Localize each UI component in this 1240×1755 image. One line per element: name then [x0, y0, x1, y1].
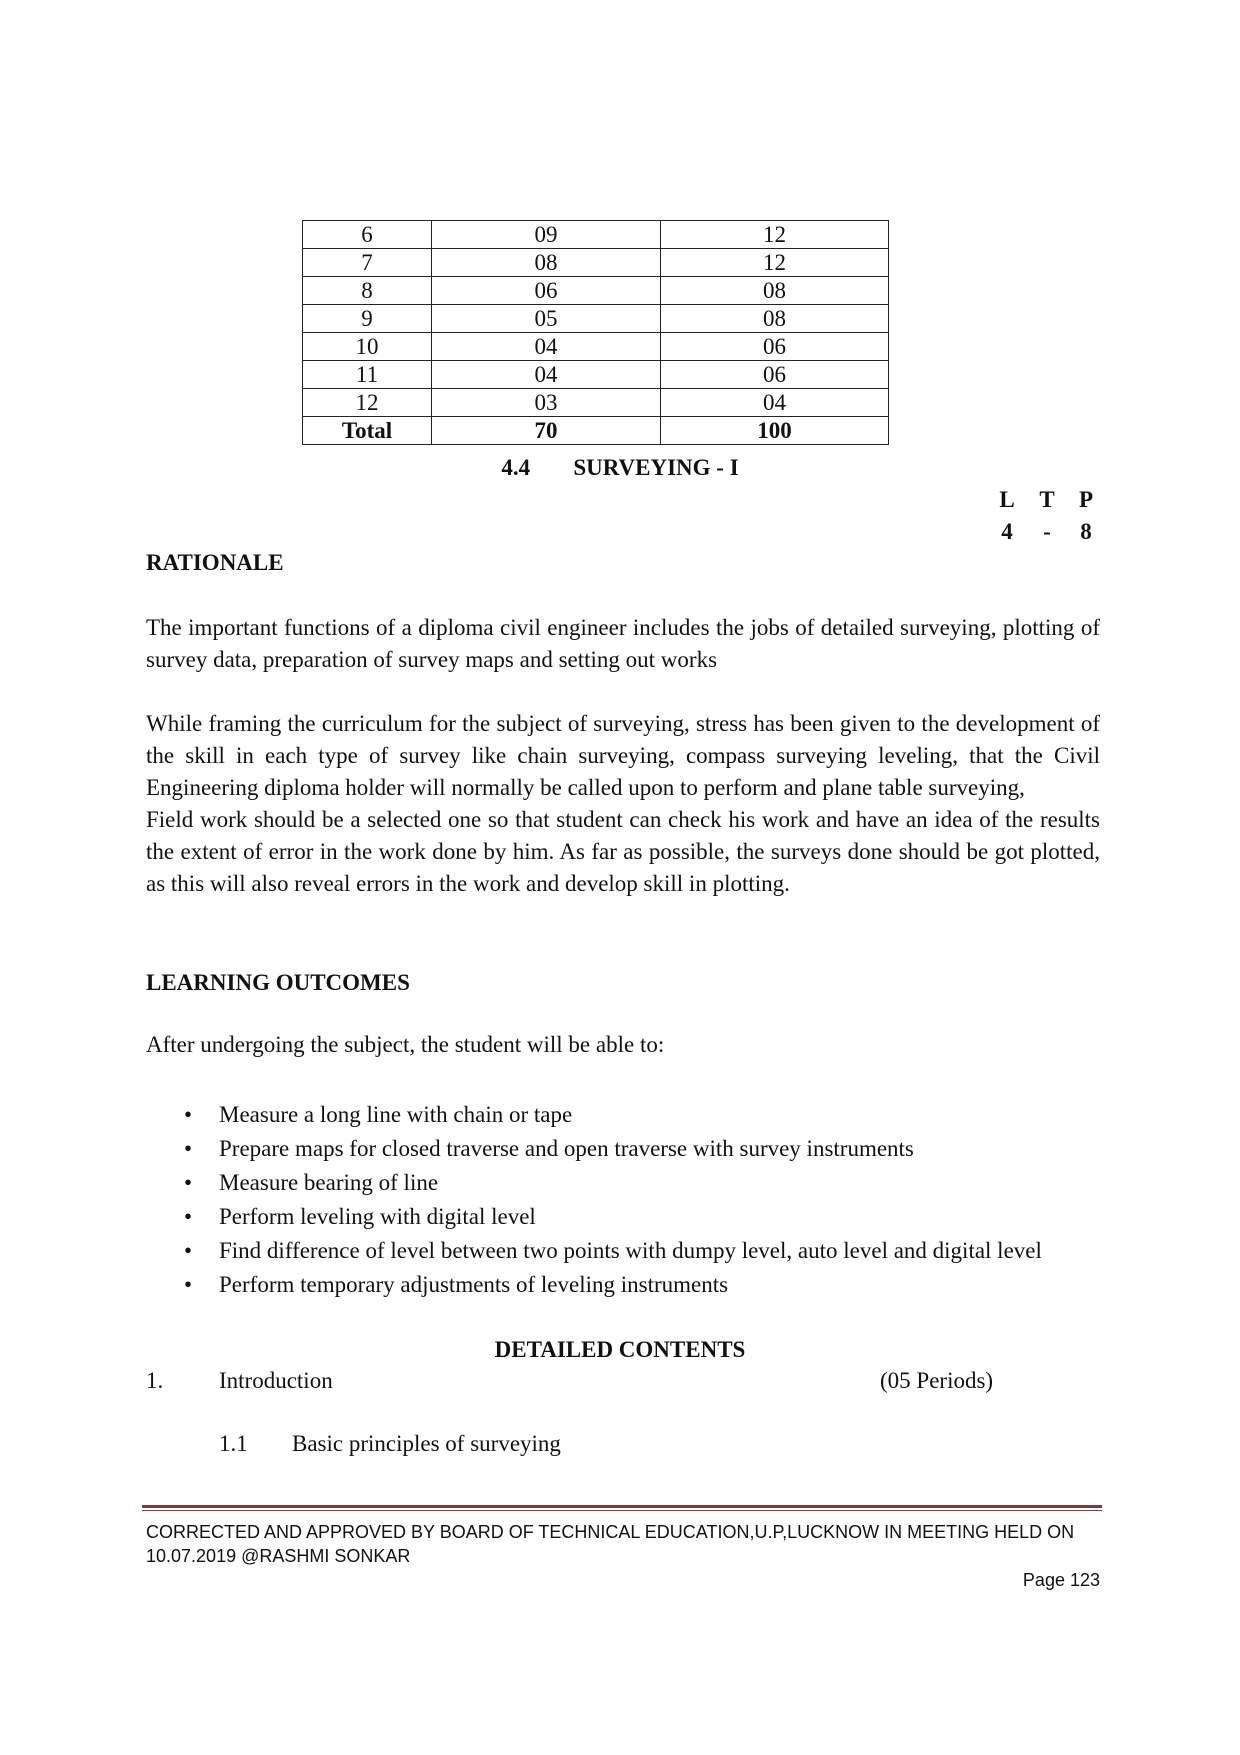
total-cell: 100	[661, 417, 889, 445]
bullet-icon: •	[184, 1238, 193, 1263]
table-row	[303, 389, 889, 417]
subject-number: 4.4	[501, 455, 531, 480]
table-cell: 11	[303, 361, 432, 389]
list-item-text: Find difference of level between two points with dumpy level, auto level and digital level	[219, 1238, 1042, 1263]
rationale-paragraph-2	[146, 708, 1100, 900]
paragraph-text: Field work should be a selected one so that student can check his work and have an idea of the results the extent of error in the work done by him. As far as possible, the surveys done should be got plotted, as this will also reveal errors in the work and develop skill in plotting.	[146, 807, 1100, 896]
list-item-text: Prepare maps for closed traverse and open traverse with survey instruments	[219, 1136, 914, 1161]
ltp-header-p: P	[1078, 487, 1094, 512]
table-cell: 6	[303, 221, 432, 249]
learning-outcomes-list	[146, 1098, 1042, 1302]
table-cell: 08	[432, 249, 661, 277]
list-item-text: Perform temporary adjustments of leveling instruments	[219, 1272, 729, 1297]
bullet-icon: •	[184, 1102, 193, 1127]
ltp-header-t: T	[1039, 487, 1055, 512]
subtopic-number: 1.1	[219, 1431, 248, 1456]
table-cell: 06	[661, 361, 889, 389]
table-cell: 03	[432, 389, 661, 417]
list-item	[146, 1132, 1042, 1166]
footer-divider-thin	[142, 1510, 1102, 1511]
ltp-value-l: 4	[1001, 519, 1013, 544]
unit-title: Introduction	[219, 1368, 333, 1393]
unit-periods: (05 Periods)	[880, 1368, 994, 1393]
marks-distribution-table	[302, 220, 889, 445]
list-item	[146, 1200, 1042, 1234]
table-cell: 12	[661, 249, 889, 277]
paragraph-text: The important functions of a diploma civil engineer includes the jobs of detailed surveying, plotting of survey data, preparation of survey maps and setting out works	[146, 615, 1100, 672]
table-total-row	[303, 417, 889, 445]
table-cell: 08	[661, 277, 889, 305]
table-row	[303, 333, 889, 361]
subject-name: SURVEYING - I	[573, 455, 739, 480]
ltp-value-t: -	[1043, 519, 1051, 544]
total-cell: 70	[432, 417, 661, 445]
table-cell: 08	[661, 305, 889, 333]
list-item-text: Measure a long line with chain or tape	[219, 1102, 573, 1127]
table-cell: 04	[432, 361, 661, 389]
table-cell: 09	[432, 221, 661, 249]
table-row	[303, 249, 889, 277]
table-cell: 8	[303, 277, 432, 305]
table-row	[303, 361, 889, 389]
footer-note	[146, 1520, 1106, 1568]
bullet-icon: •	[184, 1136, 193, 1161]
table-row	[303, 221, 889, 249]
list-item	[146, 1166, 1042, 1200]
footer-line: CORRECTED AND APPROVED BY BOARD OF TECHNICAL EDUCATION,U.P,LUCKNOW IN MEETING HELD ON	[146, 1522, 1075, 1542]
unit-number: 1.	[146, 1368, 164, 1393]
list-item	[146, 1268, 1042, 1302]
table-cell: 7	[303, 249, 432, 277]
learning-outcomes-intro: After undergoing the subject, the student will be able to:	[146, 1032, 665, 1057]
list-item-text: Measure bearing of line	[219, 1170, 439, 1195]
subject-title	[0, 455, 1240, 481]
list-item-text: Perform leveling with digital level	[219, 1204, 536, 1229]
detailed-contents-heading: DETAILED CONTENTS	[494, 1337, 746, 1362]
bullet-icon: •	[184, 1204, 193, 1229]
page-number: Page 123	[1022, 1570, 1100, 1590]
rationale-paragraph-1	[146, 612, 1100, 676]
table-cell: 04	[661, 389, 889, 417]
table-cell: 10	[303, 333, 432, 361]
footer-divider	[142, 1505, 1102, 1508]
table-cell: 05	[432, 305, 661, 333]
footer-line: 10.07.2019 @RASHMI SONKAR	[146, 1546, 411, 1566]
bullet-icon: •	[184, 1170, 193, 1195]
learning-outcomes-heading: LEARNING OUTCOMES	[146, 970, 410, 995]
table-cell: 12	[661, 221, 889, 249]
table-cell: 06	[432, 277, 661, 305]
ltp-header-l: L	[999, 487, 1015, 512]
paragraph-text: While framing the curriculum for the subject of surveying, stress has been given to the development of the skill in each type of survey like chain surveying, compass surveying leveling, that the Civil Engineering diploma holder will normally be called upon to perform and plane table surveying,	[146, 711, 1100, 800]
total-label: Total	[303, 417, 432, 445]
list-item	[146, 1234, 1042, 1268]
table-row	[303, 305, 889, 333]
ltp-value-p: 8	[1080, 519, 1092, 544]
list-item	[146, 1098, 1042, 1132]
table-cell: 12	[303, 389, 432, 417]
table-cell: 04	[432, 333, 661, 361]
subtopic-title: Basic principles of surveying	[292, 1431, 561, 1456]
table-row	[303, 277, 889, 305]
rationale-heading: RATIONALE	[146, 550, 284, 575]
bullet-icon: •	[184, 1272, 193, 1297]
table-cell: 06	[661, 333, 889, 361]
table-cell: 9	[303, 305, 432, 333]
